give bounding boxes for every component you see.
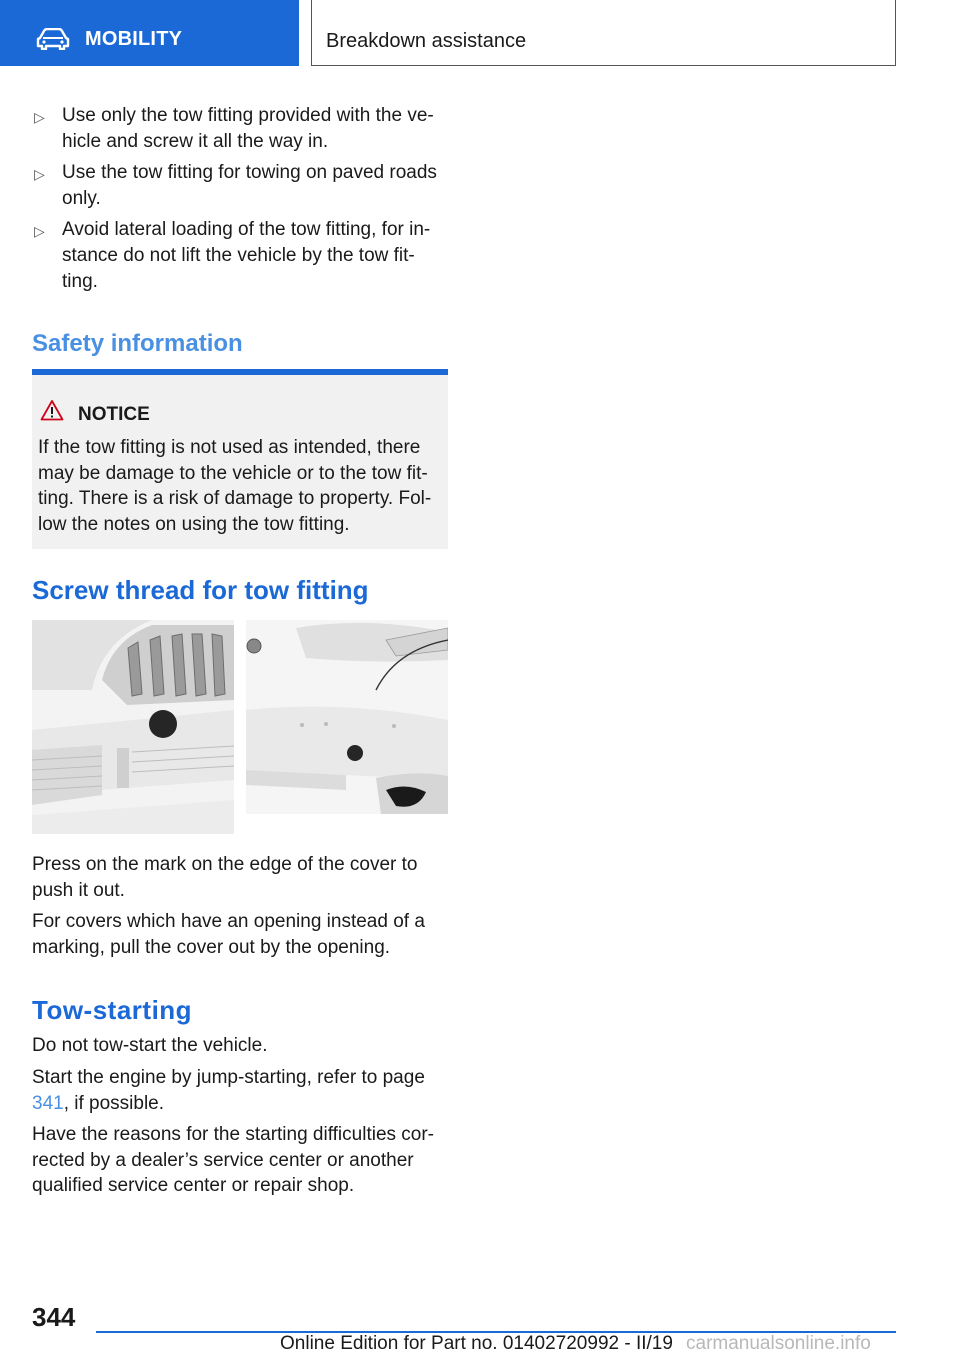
page-title: Breakdown assistance — [326, 30, 527, 52]
notice-box — [32, 369, 448, 549]
bullet-triangle-icon: ▷ — [34, 166, 45, 182]
car-icon — [36, 28, 70, 50]
paragraph-covers-opening: For covers which have an opening instead of a marking, pull the cover out by the opening. — [32, 911, 425, 958]
footer-watermark: carmanualsonline.info — [686, 1333, 871, 1354]
tow-starting-heading: Tow-starting — [32, 995, 193, 1025]
bullet-triangle-icon: ▷ — [34, 109, 45, 125]
bullet-list — [32, 103, 448, 300]
list-item: ▷ Use only the tow fitting provided with the ve-hicle and screw it all the way in. — [34, 105, 434, 152]
paragraph-jump-start: Start the engine by jump-starting, refer to page 341, if possible. — [32, 1067, 425, 1114]
paragraph-press-mark: Press on the mark on the edge of the cover to push it out. — [32, 854, 418, 901]
safety-heading: Safety information — [32, 330, 243, 357]
list-item: ▷ Avoid lateral loading of the tow fitting, for in-stance do not lift the vehicle by the tow fit-ting. — [34, 219, 431, 292]
bullet-triangle-icon: ▷ — [34, 223, 45, 239]
notice-title: NOTICE — [78, 404, 150, 425]
rear-bumper-image — [246, 620, 448, 814]
screw-thread-heading: Screw thread for tow fitting — [32, 575, 369, 605]
notice-body: If the tow fitting is not used as intended, there may be damage to the vehicle or to the tow fit-ting. There is a risk of damage to property. Fol-low the notes on using the tow fitting. — [38, 437, 432, 535]
paragraph-do-not-tow-start: Do not tow-start the vehicle. — [32, 1035, 268, 1056]
page-reference-link[interactable]: 341 — [32, 1092, 64, 1114]
list-item: ▷ Use the tow fitting for towing on paved roads only. — [34, 162, 437, 209]
front-bumper-image — [32, 620, 234, 834]
warning-triangle-icon — [40, 399, 64, 421]
page-number: 344 — [32, 1302, 76, 1332]
section-label: MOBILITY — [85, 28, 183, 50]
section-tab — [0, 0, 299, 66]
paragraph-service-center: Have the reasons for the starting difficulties cor-rected by a dealer’s service center or another qualified service center or repair shop. — [32, 1124, 435, 1196]
footer-edition: Online Edition for Part no. 01402720992 - II/19 — [280, 1333, 673, 1354]
